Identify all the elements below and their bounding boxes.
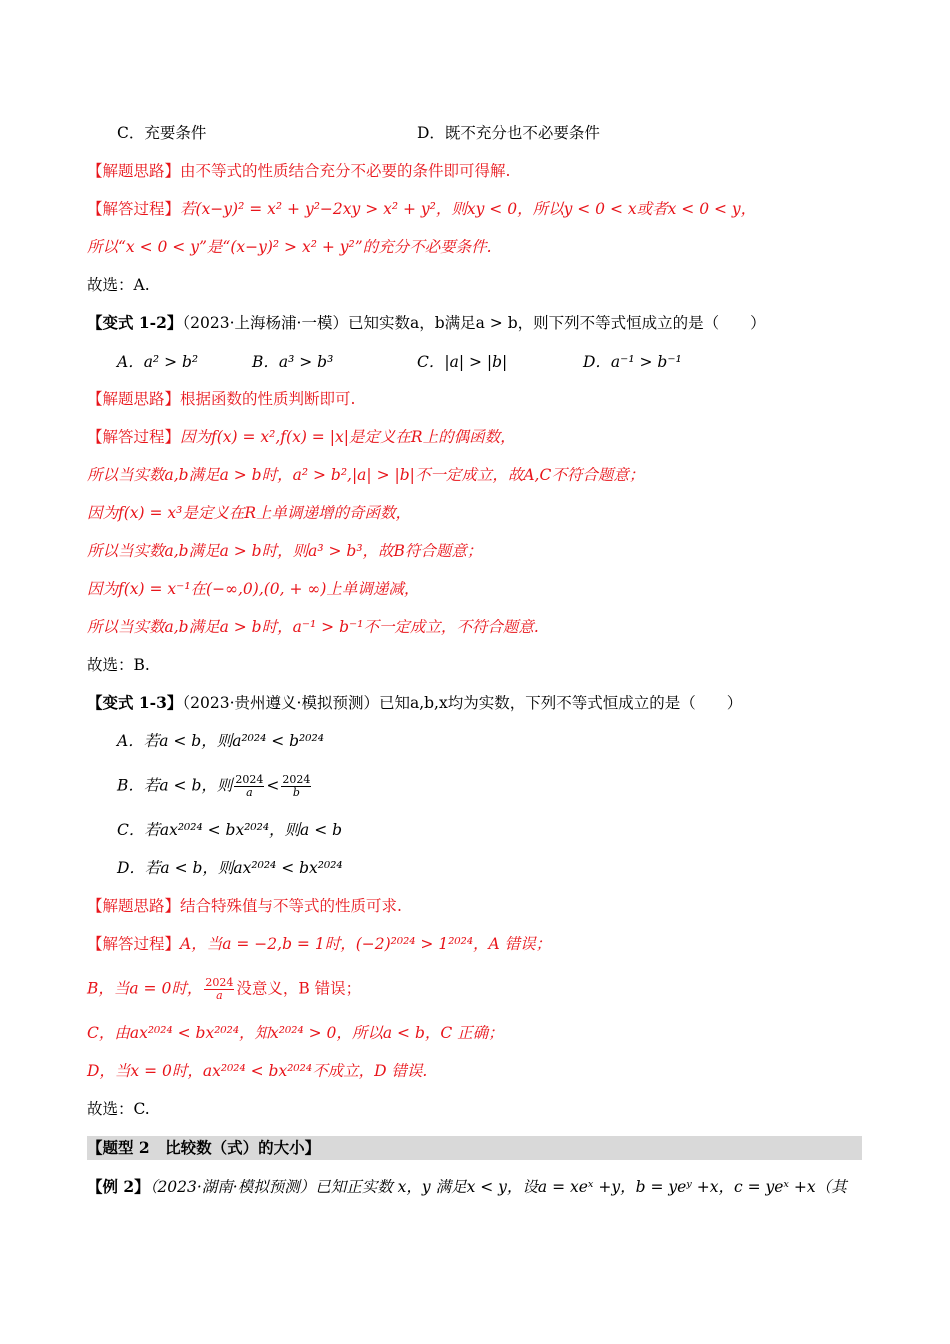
- variant-1-3-question: 【变式 1-3】（2023·贵州遵义·模拟预测）已知a,b,x均为实数，下列不等式恒成立的是（ ）: [87, 693, 743, 712]
- v12-option-b: B．a³ > b³: [252, 353, 334, 371]
- solution-2-process-2: 所以当实数a,b满足a > b时，a² > b²,|a| > |b|不一定成立，故A,C不符合题意；: [87, 466, 645, 484]
- v12-option-c: C．|a| > |b|: [417, 353, 508, 371]
- solution-1-answer: 故选：A.: [87, 276, 150, 294]
- solution-2-process-1: 【解答过程】因为f(x) = x²,f(x) = |x|是定义在R上的偶函数，: [87, 428, 516, 446]
- solution-3-process-3: C，由ax²⁰²⁴ < bx²⁰²⁴，知x²⁰²⁴ > 0，所以a < b，C 正确；: [87, 1024, 504, 1042]
- solution-3-thought: 【解题思路】结合特殊值与不等式的性质可求.: [87, 897, 402, 915]
- v12-option-d: D．a⁻¹ > b⁻¹: [583, 353, 682, 371]
- option-c: C．充要条件: [117, 124, 207, 142]
- v13-option-c: C．若ax²⁰²⁴ < bx²⁰²⁴，则a < b: [117, 821, 343, 839]
- fraction-2024-over-b: $\frac{2024}{b}$: [282, 773, 311, 799]
- solution-2-process-6: 所以当实数a,b满足a > b时，a⁻¹ > b⁻¹不一定成立，不符合题意.: [87, 618, 539, 636]
- fraction-2024-over-a-solution: $\frac{2024}{a}$: [205, 976, 234, 1002]
- v13-option-d: D．若a < b，则ax²⁰²⁴ < bx²⁰²⁴: [117, 859, 343, 877]
- solution-3-process-2: B，当a = 0时， $\frac{2024}{a}$ 没意义，B 错误；: [87, 976, 362, 1002]
- v12-option-a: A．a² > b²: [117, 353, 199, 371]
- example-2-question: 【例 2】（2023·湖南·模拟预测）已知正实数 x，y 满足x < y，设a = xeˣ +y，b = yeʸ +x，c = yeˣ +x（其: [87, 1177, 847, 1196]
- option-d: D．既不充分也不必要条件: [417, 124, 600, 142]
- solution-2-process-3: 因为f(x) = x³是定义在R上单调递增的奇函数，: [87, 504, 412, 522]
- solution-2-process-5: 因为f(x) = x⁻¹在(−∞,0),(0, + ∞)上单调递减，: [87, 580, 420, 598]
- solution-1-process-2: 所以“x < 0 < y”是“(x−y)² > x² + y²”的充分不必要条件.: [87, 238, 492, 256]
- variant-1-2-question: 【变式 1-2】（2023·上海杨浦·一模）已知实数a，b满足a > b，则下列不等式恒成立的是（ ）: [87, 313, 766, 332]
- solution-2-thought: 【解题思路】根据函数的性质判断即可.: [87, 390, 356, 408]
- v13-option-a: A．若a < b，则a²⁰²⁴ < b²⁰²⁴: [117, 732, 324, 750]
- solution-1-process: 【解答过程】若(x−y)² = x² + y²−2xy > x² + y²，则xy < 0，所以y < 0 < x或者x < 0 < y，: [87, 200, 757, 218]
- solution-3-process-1: 【解答过程】A，当a = −2,b = 1时，(−2)²⁰²⁴ > 1²⁰²⁴，A 错误；: [87, 935, 552, 953]
- solution-1-thought: 【解题思路】由不等式的性质结合充分不必要的条件即可得解.: [87, 162, 511, 180]
- fraction-2024-over-a: $\frac{2024}{a}$: [235, 773, 264, 799]
- solution-3-process-4: D，当x = 0时，ax²⁰²⁴ < bx²⁰²⁴不成立，D 错误.: [87, 1062, 428, 1080]
- section-heading: 【题型 2 比较数（式）的大小】: [87, 1136, 862, 1160]
- solution-2-answer: 故选：B.: [87, 656, 150, 674]
- solution-3-answer: 故选：C.: [87, 1100, 150, 1118]
- solution-2-process-4: 所以当实数a,b满足a > b时，则a³ > b³，故B符合题意；: [87, 542, 483, 560]
- v13-option-b: B．若a < b，则 $\frac{2024}{a}$ < $\frac{2024}{b}$: [117, 773, 311, 799]
